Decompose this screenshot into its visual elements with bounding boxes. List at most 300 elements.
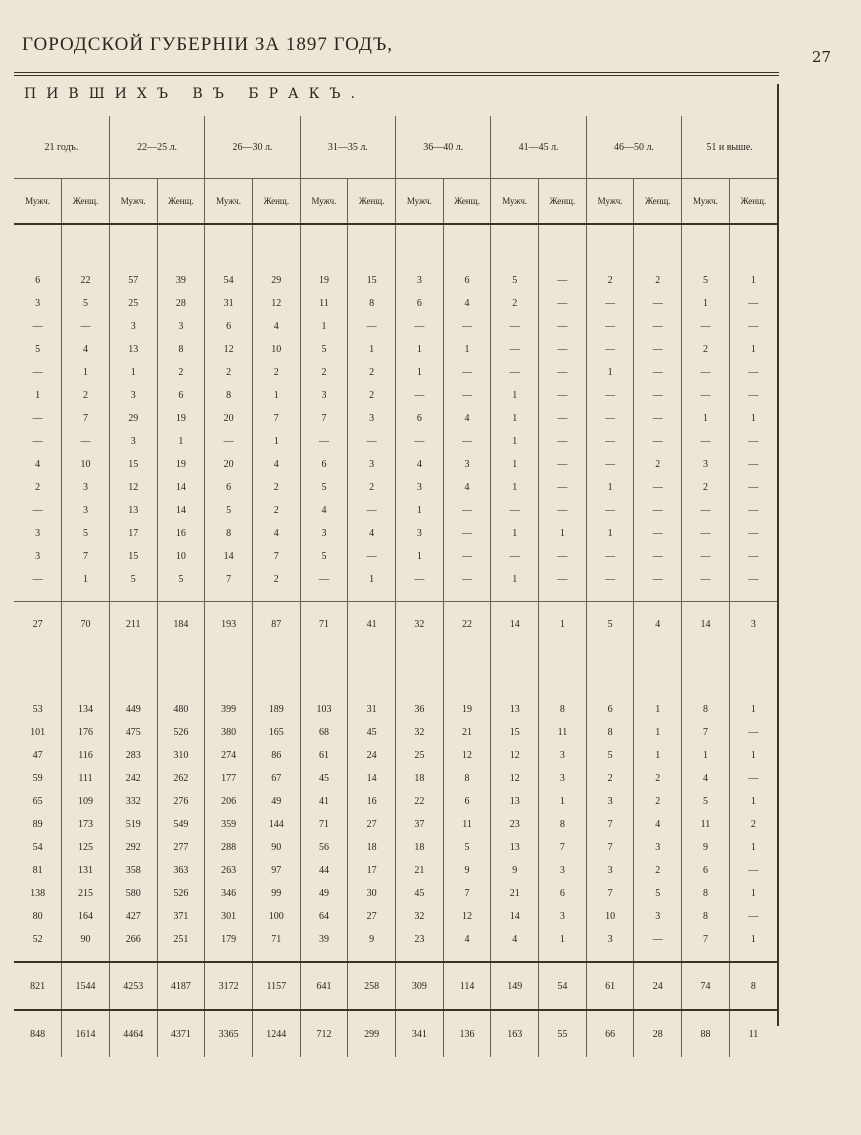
table-cell: 2 [252, 361, 300, 384]
subtotal-row [14, 962, 777, 1010]
table-cell: 4 [252, 453, 300, 476]
table-cell: 211 [109, 602, 157, 647]
table-cell: 179 [205, 928, 253, 951]
table-cell: — [348, 499, 396, 522]
table-cell: 49 [252, 790, 300, 813]
table-cell: 4 [300, 499, 348, 522]
table-cell: — [729, 292, 777, 315]
table-cell: 5 [586, 602, 634, 647]
table-cell: — [586, 568, 634, 591]
table-cell: 1 [252, 430, 300, 453]
table-cell: 1 [634, 721, 682, 744]
table-cell: — [682, 384, 730, 407]
table-cell: 821 [14, 962, 62, 1010]
table-cell: 1 [586, 476, 634, 499]
spacer-row [14, 951, 777, 962]
table-cell: 1 [729, 698, 777, 721]
table-cell: 134 [62, 698, 110, 721]
table-cell: 3 [396, 476, 444, 499]
table-row [14, 476, 777, 499]
table-cell: 2 [634, 859, 682, 882]
table-cell: 1244 [252, 1010, 300, 1057]
table-cell: — [729, 315, 777, 338]
table-cell: 363 [157, 859, 205, 882]
table-row [14, 499, 777, 522]
table-cell: 5 [682, 269, 730, 292]
table-cell: — [586, 384, 634, 407]
header-rule [14, 72, 779, 73]
table-cell: 1 [491, 384, 539, 407]
table-cell: 14 [157, 476, 205, 499]
table-cell: 1 [729, 836, 777, 859]
table-cell: 25 [109, 292, 157, 315]
table-cell: 2 [252, 568, 300, 591]
table-title: ПИВШИХЪ ВЪ БРАКЪ. [24, 86, 366, 102]
table-cell: 8 [682, 905, 730, 928]
table-cell: 13 [491, 790, 539, 813]
table-right-border [777, 84, 779, 1026]
table-cell: — [634, 499, 682, 522]
table-cell: 3 [539, 744, 587, 767]
table-cell: — [32, 367, 43, 378]
table-cell: 22 [62, 269, 110, 292]
table-cell: — [443, 568, 491, 591]
table-cell: 5 [62, 522, 110, 545]
table-cell: 14 [157, 499, 205, 522]
table-cell: 13 [491, 698, 539, 721]
table-cell: 8 [539, 698, 587, 721]
table-cell: — [586, 453, 634, 476]
table-cell: 1 [682, 744, 730, 767]
table-cell: 71 [252, 928, 300, 951]
table-cell: 1 [491, 522, 539, 545]
table-cell: 277 [157, 836, 205, 859]
table-cell: — [539, 499, 587, 522]
page-number: 27 [811, 48, 831, 66]
table-cell: — [443, 361, 491, 384]
spacer-row [14, 591, 777, 602]
table-cell: — [729, 545, 777, 568]
table-cell: 7 [682, 721, 730, 744]
table-cell: 15 [348, 269, 396, 292]
table-cell: 116 [62, 744, 110, 767]
table-cell: 28 [157, 292, 205, 315]
table-cell: 8 [682, 882, 730, 905]
male-column-header: Мужч. [491, 179, 539, 225]
table-cell: 1 [634, 698, 682, 721]
male-column-header: Мужч. [396, 179, 444, 225]
table-cell: 88 [682, 1010, 730, 1057]
table-cell: 3 [443, 453, 491, 476]
table-cell: 5 [586, 744, 634, 767]
table-cell: 4 [443, 928, 491, 951]
table-cell: 301 [205, 905, 253, 928]
table-cell: 11 [539, 721, 587, 744]
table-cell: 80 [32, 911, 43, 922]
table-cell: — [682, 361, 730, 384]
spacer-row [14, 646, 777, 698]
table-cell: 580 [109, 882, 157, 905]
table-cell: 176 [62, 721, 110, 744]
table-cell: 4 [634, 602, 682, 647]
table-cell: 3 [539, 767, 587, 790]
table-cell: 12 [205, 338, 253, 361]
table-cell: 12 [443, 744, 491, 767]
table-cell: 90 [62, 928, 110, 951]
table-cell: — [443, 430, 491, 453]
table-cell: 8 [348, 292, 396, 315]
marriage-statistics-table [14, 116, 777, 1057]
table-cell: 89 [32, 819, 43, 830]
table-cell: 1 [348, 568, 396, 591]
table-cell: 8 [443, 767, 491, 790]
table-cell: 45 [300, 767, 348, 790]
table-cell: — [634, 384, 682, 407]
female-column-header: Женщ. [62, 179, 110, 225]
table-cell: 64 [300, 905, 348, 928]
table-cell: 4 [634, 813, 682, 836]
table-cell: — [539, 407, 587, 430]
table-row [14, 859, 777, 882]
table-cell: — [491, 315, 539, 338]
table-cell: 5 [109, 568, 157, 591]
table-cell: 87 [252, 602, 300, 647]
table-cell: 2 [348, 361, 396, 384]
age-group-header: 41—45 л. [491, 116, 586, 179]
table-cell: 19 [300, 269, 348, 292]
table-cell: 21 [491, 882, 539, 905]
table-cell: 358 [109, 859, 157, 882]
table-cell: 61 [586, 962, 634, 1010]
table-cell: 52 [32, 934, 43, 945]
table-row [14, 836, 777, 859]
table-cell: 7 [62, 407, 110, 430]
table-cell: 2 [682, 476, 730, 499]
table-cell: 288 [205, 836, 253, 859]
table-cell: 8 [539, 813, 587, 836]
table-cell: 3 [109, 430, 157, 453]
table-cell: 1 [396, 499, 444, 522]
table-cell: 299 [348, 1010, 396, 1057]
table-cell: 3 [634, 836, 682, 859]
table-cell: 49 [300, 882, 348, 905]
table-cell: 3 [157, 315, 205, 338]
table-cell: 1 [491, 407, 539, 430]
table-cell: 549 [157, 813, 205, 836]
table-cell: 138 [30, 888, 46, 899]
table-cell: 4 [35, 459, 41, 470]
table-cell: 19 [157, 407, 205, 430]
table-cell: 7 [252, 407, 300, 430]
male-column-header: Мужч. [586, 179, 634, 225]
table-cell: 20 [205, 407, 253, 430]
table-cell: 55 [539, 1010, 587, 1057]
table-cell: 1 [729, 882, 777, 905]
table-cell: — [539, 361, 587, 384]
table-cell: 7 [539, 836, 587, 859]
age-group-header: 31—35 л. [300, 116, 395, 179]
table-cell: — [443, 499, 491, 522]
page-header [22, 34, 831, 64]
table-cell: 99 [252, 882, 300, 905]
table-cell: 21 [443, 721, 491, 744]
table-cell: 1 [539, 790, 587, 813]
table-cell: 19 [157, 453, 205, 476]
table-cell: 5 [300, 338, 348, 361]
table-cell: 4187 [157, 962, 205, 1010]
table-cell: 144 [252, 813, 300, 836]
table-cell: 12 [491, 767, 539, 790]
table-cell: 14 [491, 905, 539, 928]
table-cell: 1 [109, 361, 157, 384]
table-cell: — [396, 384, 444, 407]
table-cell: 125 [62, 836, 110, 859]
table-cell: 5 [491, 269, 539, 292]
table-cell: 2 [300, 361, 348, 384]
table-cell: — [729, 384, 777, 407]
table-body [14, 224, 777, 1057]
table-cell: — [32, 505, 43, 516]
table-cell: — [682, 430, 730, 453]
female-column-header: Женщ. [252, 179, 300, 225]
table-row [14, 698, 777, 721]
table-cell: — [729, 476, 777, 499]
table-cell: 519 [109, 813, 157, 836]
table-cell: 5 [300, 476, 348, 499]
table-cell: 359 [205, 813, 253, 836]
table-cell: — [491, 499, 539, 522]
table-cell: — [586, 499, 634, 522]
table-cell: 449 [109, 698, 157, 721]
table-cell: 3 [682, 453, 730, 476]
table-cell: 1 [634, 744, 682, 767]
table-cell: 2 [35, 482, 41, 493]
table-cell: 3365 [205, 1010, 253, 1057]
table-cell: 165 [252, 721, 300, 744]
table-cell: 1 [157, 430, 205, 453]
table-cell: 6 [539, 882, 587, 905]
table-cell: 1 [491, 568, 539, 591]
table-cell: 54 [32, 842, 43, 853]
table-cell: 11 [729, 1010, 777, 1057]
table-row [14, 269, 777, 292]
table-cell: 1 [491, 430, 539, 453]
table-cell: 2 [682, 338, 730, 361]
table-cell: 28 [634, 1010, 682, 1057]
table-cell: 111 [62, 767, 110, 790]
table-cell: — [300, 568, 348, 591]
table-cell: 36 [396, 698, 444, 721]
table-cell: 12 [252, 292, 300, 315]
table-cell: 1 [491, 476, 539, 499]
table-cell: 12 [109, 476, 157, 499]
table-cell: — [729, 453, 777, 476]
table-cell: 12 [443, 905, 491, 928]
table-cell: 131 [62, 859, 110, 882]
table-cell: 29 [252, 269, 300, 292]
male-column-header: Мужч. [300, 179, 348, 225]
table-row [14, 430, 777, 453]
table-row [14, 407, 777, 430]
table-cell: 3 [539, 859, 587, 882]
table-cell: 109 [62, 790, 110, 813]
table-cell: — [443, 522, 491, 545]
table-cell: 31 [205, 292, 253, 315]
table-cell: 6 [682, 859, 730, 882]
table-cell: 66 [586, 1010, 634, 1057]
table-row [14, 315, 777, 338]
table-cell: 24 [634, 962, 682, 1010]
subtotal-row [14, 602, 777, 647]
table-cell: — [586, 430, 634, 453]
table-cell: 4 [252, 315, 300, 338]
table-cell: 23 [491, 813, 539, 836]
table-cell: 1 [396, 545, 444, 568]
table-cell: 2 [348, 476, 396, 499]
table-cell: — [586, 292, 634, 315]
table-cell: 163 [491, 1010, 539, 1057]
table-cell: 3 [539, 905, 587, 928]
table-cell: 266 [109, 928, 157, 951]
table-cell: 5 [300, 545, 348, 568]
table-cell: 20 [205, 453, 253, 476]
table-cell: 3 [62, 476, 110, 499]
table-row [14, 813, 777, 836]
table-row [14, 882, 777, 905]
table-cell: 27 [348, 813, 396, 836]
table-cell: — [634, 338, 682, 361]
table-cell: 6 [205, 476, 253, 499]
table-cell: 8 [682, 698, 730, 721]
table-cell: 371 [157, 905, 205, 928]
table-cell: 6 [157, 384, 205, 407]
table-cell: 1 [539, 522, 587, 545]
table-cell: 3 [35, 551, 41, 562]
table-cell: 61 [300, 744, 348, 767]
table-cell: 81 [32, 865, 43, 876]
table-cell: 13 [109, 499, 157, 522]
table-cell: — [634, 430, 682, 453]
table-cell: — [729, 721, 777, 744]
table-cell: 5 [443, 836, 491, 859]
table-cell: 6 [35, 275, 41, 286]
table-cell: 24 [348, 744, 396, 767]
table-cell: — [634, 522, 682, 545]
table-cell: 1 [539, 602, 587, 647]
table-cell: 47 [32, 750, 43, 761]
table-cell: 39 [157, 269, 205, 292]
table-cell: 100 [252, 905, 300, 928]
table-cell: 1 [35, 390, 41, 401]
table-cell: — [62, 430, 110, 453]
female-column-header: Женщ. [634, 179, 682, 225]
table-cell: — [348, 545, 396, 568]
table-cell: 276 [157, 790, 205, 813]
table-cell: 2 [62, 384, 110, 407]
female-column-header: Женщ. [729, 179, 777, 225]
table-cell: 7 [586, 836, 634, 859]
table-cell: 15 [109, 545, 157, 568]
table-cell: 9 [348, 928, 396, 951]
table-cell: 4 [443, 407, 491, 430]
table-cell: 41 [348, 602, 396, 647]
table-cell: 2 [729, 813, 777, 836]
age-group-header: 36—40 л. [396, 116, 491, 179]
table-cell: — [729, 522, 777, 545]
table-cell: 7 [62, 545, 110, 568]
female-column-header: Женщ. [443, 179, 491, 225]
table-cell: 71 [300, 602, 348, 647]
table-cell: 310 [157, 744, 205, 767]
table-cell: 41 [300, 790, 348, 813]
table-row [14, 292, 777, 315]
table-row [14, 790, 777, 813]
table-cell: — [634, 292, 682, 315]
table-cell: 3 [396, 522, 444, 545]
table-cell: — [491, 545, 539, 568]
table-cell: 164 [62, 905, 110, 928]
table-cell: 30 [348, 882, 396, 905]
table-cell: — [32, 413, 43, 424]
table-cell: 17 [348, 859, 396, 882]
male-column-header: Мужч. [682, 179, 730, 225]
table-cell: 193 [205, 602, 253, 647]
table-cell: 9 [443, 859, 491, 882]
table-cell: 480 [157, 698, 205, 721]
table-cell: 173 [62, 813, 110, 836]
table-cell: — [539, 269, 587, 292]
table-cell: 97 [252, 859, 300, 882]
table-cell: 86 [252, 744, 300, 767]
table-cell: 6 [205, 315, 253, 338]
table-cell: 71 [300, 813, 348, 836]
table-cell: 14 [682, 602, 730, 647]
table-cell: 17 [109, 522, 157, 545]
table-cell: 3 [35, 298, 41, 309]
table-cell: 2 [586, 767, 634, 790]
age-group-header: 26—30 л. [205, 116, 300, 179]
table-cell: 37 [396, 813, 444, 836]
table-cell: 1157 [252, 962, 300, 1010]
table-cell: 6 [300, 453, 348, 476]
table-cell: 2 [252, 476, 300, 499]
table-cell: 380 [205, 721, 253, 744]
table-cell: 4 [443, 476, 491, 499]
table-cell: 189 [252, 698, 300, 721]
table-cell: — [491, 361, 539, 384]
table-cell: 14 [205, 545, 253, 568]
table-cell: 9 [682, 836, 730, 859]
table-cell: 23 [396, 928, 444, 951]
table-cell: 70 [62, 602, 110, 647]
table-cell: 641 [300, 962, 348, 1010]
table-cell: 263 [205, 859, 253, 882]
table-row [14, 721, 777, 744]
table-cell: 1 [586, 361, 634, 384]
table-cell: 3 [62, 499, 110, 522]
table-cell: 27 [14, 602, 62, 647]
table-cell: 136 [443, 1010, 491, 1057]
table-cell: 31 [348, 698, 396, 721]
table-cell: — [539, 338, 587, 361]
table-cell: 67 [252, 767, 300, 790]
table-cell: 3 [729, 602, 777, 647]
table-cell: 15 [109, 453, 157, 476]
table-cell: 18 [396, 767, 444, 790]
table-cell: 1 [729, 407, 777, 430]
table-cell: — [634, 315, 682, 338]
table-cell: 9 [491, 859, 539, 882]
